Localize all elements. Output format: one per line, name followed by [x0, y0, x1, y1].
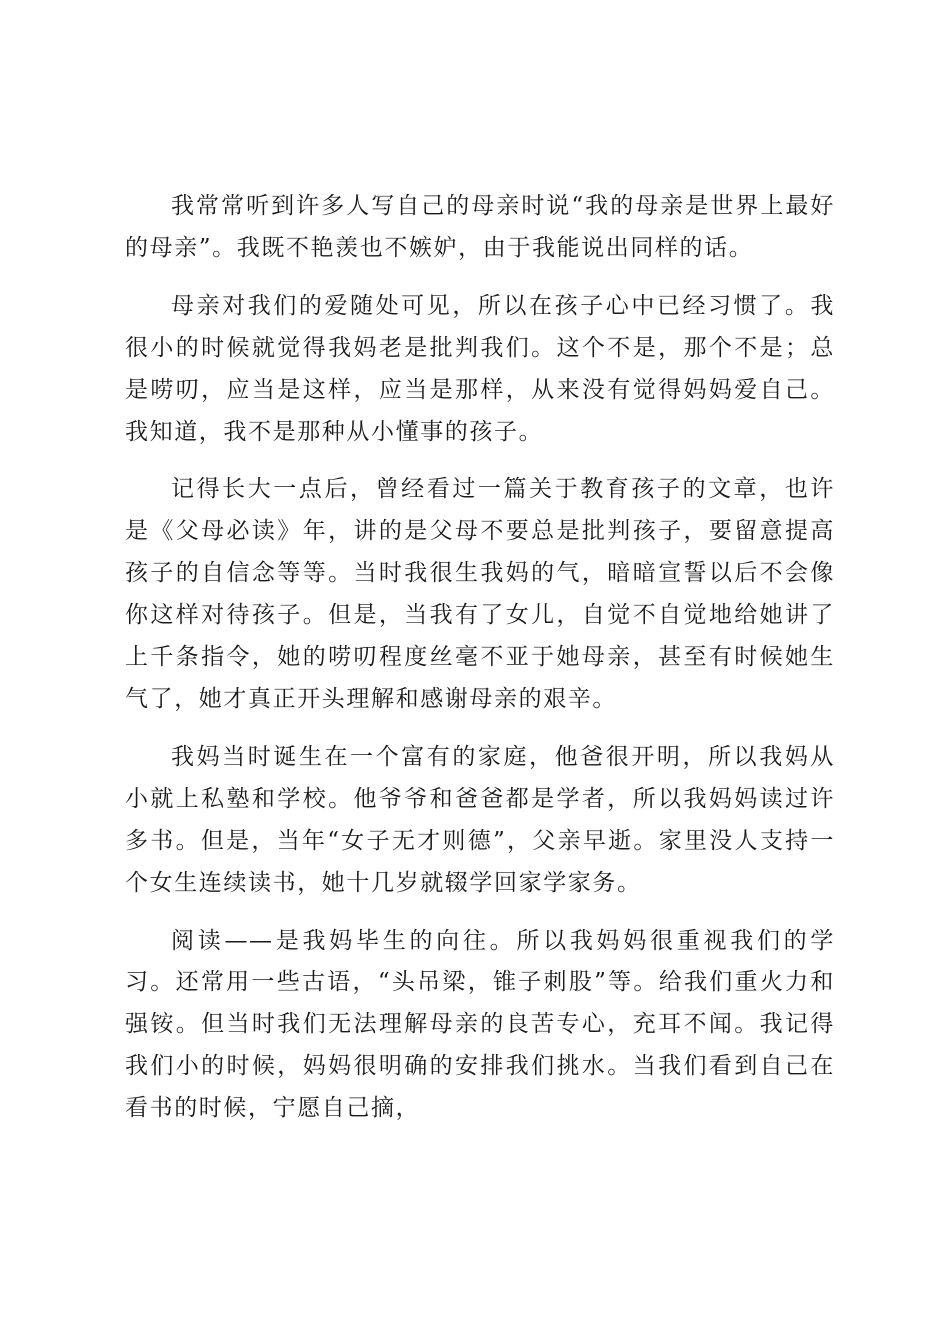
paragraph-3: 记得长大一点后，曾经看过一篇关于教育孩子的文章，也许是《父母必读》年，讲的是父母不要总是批判孩子，要留意提高孩子的自信念等等。当时我很生我妈的气，暗暗宣誓以后不会像你这样对待孩子。但是，当我有了女儿，自觉不自觉地给她讲了上千条指令，她的唠叨程度丝毫不亚于她母亲，甚至有时候她生气了，她才真正开头理解和感谢母亲的艰辛。	[125, 476, 835, 712]
paragraph-5: 阅读——是我妈毕生的向往。所以我妈妈很重视我们的学习。还常用一些古语，“头吊梁，锥子刺股”等。给我们重火力和强铵。但当时我们无法理解母亲的良苦专心，充耳不闻。我记得我们小的时候，妈妈很明确的安排我们挑水。当我们看到自己在看书的时候，宁愿自己摘，	[125, 927, 835, 1122]
paragraph-4: 我妈当时诞生在一个富有的家庭，他爸很开明，所以我妈从小就上私塾和学校。他爷爷和爸爸都是学者，所以我妈妈读过许多书。但是，当年“女子无才则德”，父亲早逝。家里没人支持一个女生连续读书，她十几岁就辍学回家学家务。	[125, 743, 835, 896]
document-body	[125, 186, 835, 1146]
paragraph-2: 母亲对我们的爱随处可见，所以在孩子心中已经习惯了。我很小的时候就觉得我妈老是批判我们。这个不是，那个不是；总是唠叨，应当是这样，应当是那样，从来没有觉得妈妈爱自己。我知道，我不是那种从小懂事的孩子。	[125, 292, 835, 445]
paragraph-1: 我常常听到许多人写自己的母亲时说“我的母亲是世界上最好的母亲”。我既不艳羡也不嫉妒，由于我能说出同样的话。	[125, 193, 835, 261]
